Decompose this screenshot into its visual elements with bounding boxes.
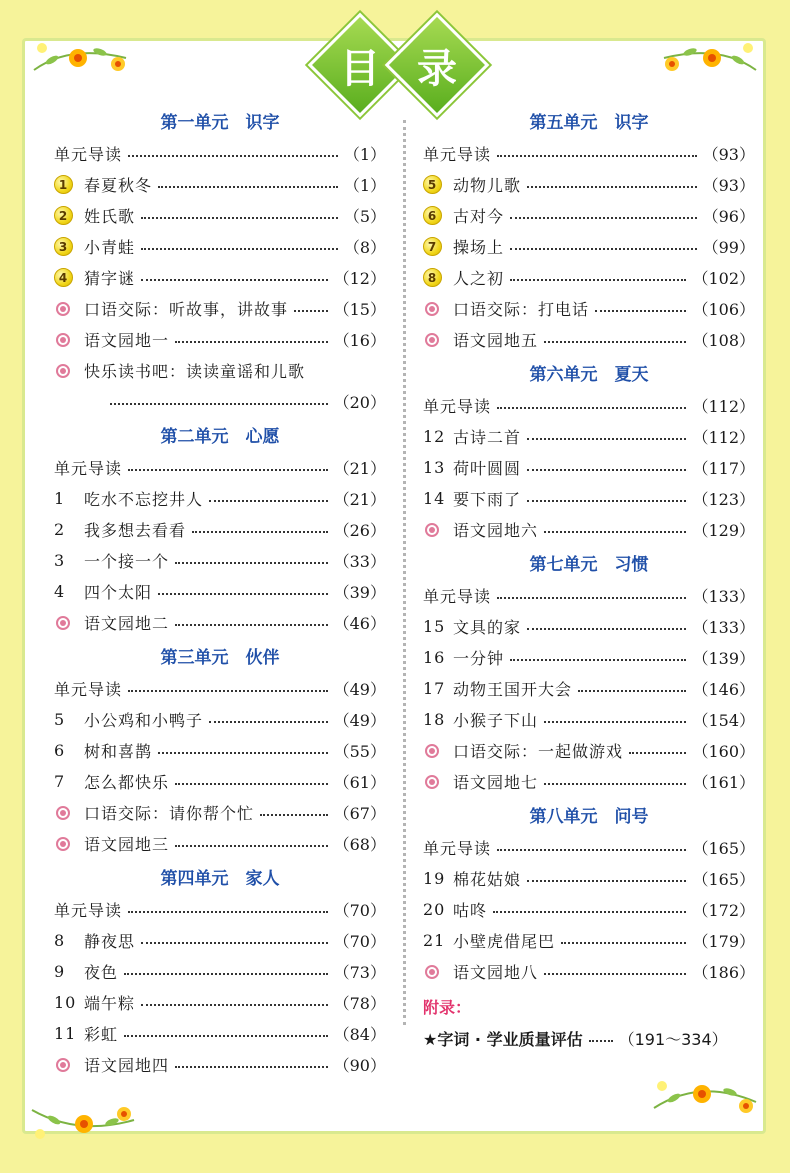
- entry-title: 单元导读: [54, 680, 123, 699]
- page-number: （26）: [333, 521, 386, 540]
- lesson-marker: [423, 333, 453, 347]
- page-number: （179）: [692, 932, 755, 951]
- page-number: （123）: [692, 490, 755, 509]
- dot-leader: [497, 154, 697, 157]
- page-number: （20）: [333, 393, 386, 412]
- lesson-marker: [54, 616, 84, 630]
- toc-entry[interactable]: [54, 545, 386, 576]
- lesson-number: 3: [54, 551, 66, 570]
- toc-entry[interactable]: [423, 925, 755, 956]
- dot-leader: [544, 972, 686, 975]
- entry-title: 操场上: [453, 238, 505, 257]
- dot-leader: [510, 658, 686, 661]
- toc-entry[interactable]: [423, 642, 755, 673]
- entry-title: 小公鸡和小鸭子: [84, 711, 204, 730]
- entry-title: 古诗二首: [453, 428, 522, 447]
- dot-leader: [209, 499, 328, 502]
- page-number: （96）: [702, 207, 755, 226]
- toc-entry[interactable]: [54, 766, 386, 797]
- ring-bullet-icon: [56, 364, 70, 378]
- entry-title: 夜色: [84, 963, 119, 982]
- toc-entry[interactable]: [423, 735, 755, 766]
- entry-title: 口语交际：一起做游戏: [453, 742, 624, 761]
- entry-title: 我多想去看看: [84, 521, 187, 540]
- page-number: （133）: [692, 587, 755, 606]
- page-number: （5）: [343, 207, 386, 226]
- lesson-number: 17: [423, 679, 446, 698]
- dot-leader: [510, 247, 697, 250]
- toc-entry[interactable]: [54, 138, 386, 169]
- ring-bullet-icon: [425, 744, 439, 758]
- toc-entry[interactable]: [423, 514, 755, 545]
- dot-leader: [527, 185, 697, 188]
- page-number: （39）: [333, 583, 386, 602]
- lesson-marker: [423, 268, 453, 287]
- lesson-marker: [54, 837, 84, 851]
- entry-title: 要下雨了: [453, 490, 522, 509]
- toc-entry[interactable]: [54, 735, 386, 766]
- entry-title: 口语交际：听故事，讲故事: [84, 300, 289, 319]
- toc-entry[interactable]: [54, 673, 386, 704]
- dot-leader: [544, 720, 686, 723]
- toc-entry[interactable]: [54, 514, 386, 545]
- entry-title: 语文园地六: [453, 521, 539, 540]
- ring-bullet-icon: [425, 965, 439, 979]
- column-divider: [403, 120, 406, 1025]
- entry-title: 单元导读: [54, 145, 123, 164]
- entry-title: 小青蛙: [84, 238, 136, 257]
- toc-entry[interactable]: [423, 673, 755, 704]
- page-number: （129）: [692, 521, 755, 540]
- toc-entry[interactable]: [423, 766, 755, 797]
- lesson-marker: [54, 333, 84, 347]
- ring-bullet-icon: [56, 616, 70, 630]
- page-number: （146）: [692, 680, 755, 699]
- entry-title: 彩虹: [84, 1025, 119, 1044]
- lesson-marker: [423, 744, 453, 758]
- toc-entry[interactable]: [54, 452, 386, 483]
- dot-leader: [128, 910, 328, 913]
- toc-entry[interactable]: [54, 231, 386, 262]
- entry-title: 四个太阳: [84, 583, 153, 602]
- dot-leader: [175, 782, 328, 785]
- entry-title: 快乐读书吧：读读童谣和儿歌: [84, 362, 306, 381]
- toc-entry[interactable]: [423, 231, 755, 262]
- entry-title: 单元导读: [423, 397, 492, 416]
- dot-leader: [544, 782, 686, 785]
- page-number: （160）: [692, 742, 755, 761]
- lesson-number: 20: [423, 900, 446, 919]
- lesson-marker: [54, 237, 84, 256]
- entry-title: 文具的家: [453, 618, 522, 637]
- entry-title: 古对今: [453, 207, 505, 226]
- entry-title: 动物儿歌: [453, 176, 522, 195]
- dot-leader: [192, 530, 328, 533]
- toc-entry[interactable]: [423, 421, 755, 452]
- entry-title: 语文园地四: [84, 1056, 170, 1075]
- toc-entry[interactable]: [54, 704, 386, 735]
- lesson-number: 15: [423, 617, 446, 636]
- lesson-number: 5: [54, 710, 66, 729]
- page-number: （1）: [343, 176, 386, 195]
- dot-leader: [497, 848, 686, 851]
- lesson-marker: [423, 302, 453, 316]
- dot-leader: [141, 247, 338, 250]
- toc-entry[interactable]: [54, 355, 386, 386]
- lesson-number: 14: [423, 489, 446, 508]
- toc-entry[interactable]: [423, 390, 755, 421]
- entry-title: 春夏秋冬: [84, 176, 153, 195]
- lesson-marker: [54, 1058, 84, 1072]
- entry-title: 怎么都快乐: [84, 773, 170, 792]
- lesson-marker: [423, 523, 453, 537]
- page-number: （93）: [702, 176, 755, 195]
- ring-bullet-icon: [56, 1058, 70, 1072]
- dot-leader: [175, 561, 328, 564]
- page-number: （70）: [333, 932, 386, 951]
- entry-title: 语文园地八: [453, 963, 539, 982]
- dot-leader: [124, 1034, 328, 1037]
- dot-leader: [527, 879, 686, 882]
- entry-title: 树和喜鹊: [84, 742, 153, 761]
- entry-title: 一个接一个: [84, 552, 170, 571]
- yellow-ball-icon: 8: [423, 268, 442, 287]
- entry-title: 单元导读: [423, 587, 492, 606]
- dot-leader: [527, 468, 686, 471]
- entry-title: 一分钟: [453, 649, 505, 668]
- entry-title: 咕咚: [453, 901, 488, 920]
- page-number: （90）: [333, 1056, 386, 1075]
- ring-bullet-icon: [56, 837, 70, 851]
- toc-entry[interactable]: [54, 324, 386, 355]
- entry-title: 棉花姑娘: [453, 870, 522, 889]
- page-number: （84）: [333, 1025, 386, 1044]
- entry-title: 吃水不忘挖井人: [84, 490, 204, 509]
- dot-leader: [158, 185, 338, 188]
- page-number: （154）: [692, 711, 755, 730]
- toc-entry[interactable]: [54, 262, 386, 293]
- dot-leader: [544, 340, 686, 343]
- dot-leader: [158, 592, 328, 595]
- lesson-marker: [423, 175, 453, 194]
- title-diamond: [385, 13, 490, 118]
- page-number: （186）: [692, 963, 755, 982]
- page-number: （172）: [692, 901, 755, 920]
- page-number: （61）: [333, 773, 386, 792]
- toc-left-column: [54, 108, 386, 1080]
- entry-title: 小猴子下山: [453, 711, 539, 730]
- toc-entry[interactable]: [54, 1018, 386, 1049]
- lesson-number: 1: [54, 489, 66, 508]
- dot-leader: [128, 689, 328, 692]
- entry-title: 口语交际：打电话: [453, 300, 590, 319]
- appendix-title: 附录：: [423, 998, 472, 1017]
- toc-entry[interactable]: [423, 611, 755, 642]
- page-number: （46）: [333, 614, 386, 633]
- toc-entry[interactable]: [423, 138, 755, 169]
- page-number: （12）: [333, 269, 386, 288]
- dot-leader: [175, 844, 328, 847]
- entry-title: 静夜思: [84, 932, 136, 951]
- toc-entry[interactable]: [54, 607, 386, 638]
- yellow-ball-icon: 4: [54, 268, 73, 287]
- lesson-number: 16: [423, 648, 446, 667]
- page-number: （1）: [343, 145, 386, 164]
- dot-leader: [128, 154, 338, 157]
- page-number: （55）: [333, 742, 386, 761]
- unit-title: 第三单元 伙伴: [160, 648, 280, 668]
- lesson-marker: [423, 965, 453, 979]
- dot-leader: [629, 751, 686, 754]
- unit-title: 第八单元 问号: [529, 807, 649, 827]
- toc-entry[interactable]: [423, 200, 755, 231]
- toc-entry[interactable]: [54, 797, 386, 828]
- entry-title: 单元导读: [54, 901, 123, 920]
- lesson-marker: [54, 302, 84, 316]
- toc-entry[interactable]: [54, 169, 386, 200]
- entry-title: 语文园地五: [453, 331, 539, 350]
- page-number: （73）: [333, 963, 386, 982]
- entry-title: 口语交际：请你帮个忙: [84, 804, 255, 823]
- dot-leader: [510, 278, 686, 281]
- toc-entry[interactable]: [54, 987, 386, 1018]
- page-number: （68）: [333, 835, 386, 854]
- dot-leader: [595, 309, 686, 312]
- lesson-number: 18: [423, 710, 446, 729]
- dot-leader: [175, 623, 328, 626]
- toc-entry[interactable]: [423, 324, 755, 355]
- toc-entry[interactable]: [423, 452, 755, 483]
- yellow-ball-icon: 5: [423, 175, 442, 194]
- lesson-number: 4: [54, 582, 66, 601]
- lesson-marker: [423, 237, 453, 256]
- toc-entry[interactable]: [54, 200, 386, 231]
- dot-leader: [175, 340, 328, 343]
- entry-title: 人之初: [453, 269, 505, 288]
- dot-leader: [141, 1003, 328, 1006]
- toc-entry[interactable]: [54, 293, 386, 324]
- lesson-marker: [54, 268, 84, 287]
- lesson-number: 2: [54, 520, 66, 539]
- toc-entry[interactable]: [423, 832, 755, 863]
- lesson-marker: [423, 775, 453, 789]
- dot-leader: [589, 1039, 613, 1042]
- dot-leader: [124, 972, 328, 975]
- yellow-ball-icon: 6: [423, 206, 442, 225]
- appendix-entry[interactable]: [423, 1023, 755, 1053]
- entry-title: 动物王国开大会: [453, 680, 573, 699]
- page-number: （21）: [333, 459, 386, 478]
- lesson-number: 21: [423, 931, 446, 950]
- page-number: （117）: [692, 459, 755, 478]
- dot-leader: [493, 910, 686, 913]
- entry-title: 荷叶圆圆: [453, 459, 522, 478]
- dot-leader: [544, 530, 686, 533]
- dot-leader: [209, 720, 328, 723]
- yellow-ball-icon: 3: [54, 237, 73, 256]
- lesson-number: 19: [423, 869, 446, 888]
- lesson-marker: [54, 175, 84, 194]
- entry-title: 单元导读: [54, 459, 123, 478]
- unit-title: 第二单元 心愿: [160, 427, 280, 447]
- yellow-ball-icon: 1: [54, 175, 73, 194]
- unit-title: 第六单元 夏天: [529, 365, 649, 385]
- toc-right-column: [423, 108, 755, 1053]
- toc-entry[interactable]: [423, 262, 755, 293]
- yellow-ball-icon: 2: [54, 206, 73, 225]
- page-number: （21）: [333, 490, 386, 509]
- page-number: （16）: [333, 331, 386, 350]
- entry-title: 语文园地三: [84, 835, 170, 854]
- page-number: （102）: [692, 269, 755, 288]
- entry-title: 语文园地七: [453, 773, 539, 792]
- entry-title: 猜字谜: [84, 269, 136, 288]
- unit-title: 第五单元 识字: [529, 113, 649, 133]
- dot-leader: [497, 596, 686, 599]
- yellow-ball-icon: 7: [423, 237, 442, 256]
- toc-entry[interactable]: [54, 483, 386, 514]
- toc-entry[interactable]: [54, 956, 386, 987]
- toc-entry[interactable]: [54, 894, 386, 925]
- lesson-number: 8: [54, 931, 66, 950]
- toc-entry[interactable]: [423, 704, 755, 735]
- appendix-page-range: （191～334）: [618, 1029, 728, 1049]
- lesson-marker: [54, 206, 84, 225]
- lesson-marker: [54, 806, 84, 820]
- dot-leader: [260, 813, 328, 816]
- toc-entry[interactable]: [54, 576, 386, 607]
- page-number: （70）: [333, 901, 386, 920]
- dot-leader: [294, 309, 328, 312]
- page-number: （139）: [692, 649, 755, 668]
- toc-entry[interactable]: [54, 925, 386, 956]
- lesson-number: 6: [54, 741, 66, 760]
- toc-entry[interactable]: [423, 956, 755, 987]
- toc-entry-continued[interactable]: [54, 386, 386, 417]
- ring-bullet-icon: [425, 523, 439, 537]
- toc-entry[interactable]: [423, 580, 755, 611]
- ring-bullet-icon: [425, 333, 439, 347]
- page-number: （161）: [692, 773, 755, 792]
- page-number: （106）: [692, 300, 755, 319]
- flower-decoration-icon: [650, 1072, 760, 1122]
- entry-title: 小壁虎借尾巴: [453, 932, 556, 951]
- flower-decoration-icon: [28, 1100, 138, 1146]
- toc-entry[interactable]: [423, 169, 755, 200]
- dot-leader: [110, 402, 328, 405]
- lesson-number: 11: [54, 1024, 77, 1043]
- page-number: （112）: [692, 397, 755, 416]
- toc-entry[interactable]: [54, 828, 386, 859]
- unit-title: 第七单元 习惯: [529, 555, 649, 575]
- entry-title: 语文园地二: [84, 614, 170, 633]
- entry-title: 单元导读: [423, 145, 492, 164]
- lesson-number: 9: [54, 962, 66, 981]
- entry-title: 语文园地一: [84, 331, 170, 350]
- page-number: （49）: [333, 711, 386, 730]
- page-number: （112）: [692, 428, 755, 447]
- page-number: （108）: [692, 331, 755, 350]
- ring-bullet-icon: [56, 302, 70, 316]
- ring-bullet-icon: [425, 302, 439, 316]
- toc-entry[interactable]: [54, 1049, 386, 1080]
- dot-leader: [578, 689, 686, 692]
- entry-title: 单元导读: [423, 839, 492, 858]
- entry-title: 端午粽: [84, 994, 136, 1013]
- page-number: （33）: [333, 552, 386, 571]
- page-number: （8）: [343, 238, 386, 257]
- toc-entry[interactable]: [423, 483, 755, 514]
- dot-leader: [158, 751, 328, 754]
- page-number: （49）: [333, 680, 386, 699]
- page-number: （15）: [333, 300, 386, 319]
- ring-bullet-icon: [425, 775, 439, 789]
- page-number: （93）: [702, 145, 755, 164]
- title-char: 目: [340, 45, 380, 92]
- dot-leader: [175, 1065, 328, 1068]
- entry-title: 姓氏歌: [84, 207, 136, 226]
- appendix-label: ★字词 · 学业质量评估: [423, 1029, 583, 1049]
- page-number: （99）: [702, 238, 755, 257]
- toc-entry[interactable]: [423, 894, 755, 925]
- lesson-number: 12: [423, 427, 446, 446]
- toc-entry[interactable]: [423, 863, 755, 894]
- dot-leader: [527, 627, 686, 630]
- dot-leader: [128, 468, 328, 471]
- toc-entry[interactable]: [423, 293, 755, 324]
- lesson-marker: [423, 206, 453, 225]
- dot-leader: [561, 941, 686, 944]
- ring-bullet-icon: [56, 333, 70, 347]
- unit-title: 第四单元 家人: [160, 869, 280, 889]
- page-title: [0, 16, 790, 112]
- unit-title: 第一单元 识字: [160, 113, 280, 133]
- title-char: 录: [417, 45, 457, 92]
- dot-leader: [510, 216, 697, 219]
- dot-leader: [141, 278, 328, 281]
- lesson-number: 7: [54, 772, 66, 791]
- dot-leader: [497, 406, 686, 409]
- lesson-marker: [54, 364, 84, 378]
- dot-leader: [527, 499, 686, 502]
- dot-leader: [141, 216, 338, 219]
- ring-bullet-icon: [56, 806, 70, 820]
- dot-leader: [527, 437, 686, 440]
- lesson-number: 13: [423, 458, 446, 477]
- page-number: （165）: [692, 839, 755, 858]
- page-number: （67）: [333, 804, 386, 823]
- dot-leader: [141, 941, 328, 944]
- lesson-number: 10: [54, 993, 77, 1012]
- page-number: （78）: [333, 994, 386, 1013]
- page-number: （165）: [692, 870, 755, 889]
- page-number: （133）: [692, 618, 755, 637]
